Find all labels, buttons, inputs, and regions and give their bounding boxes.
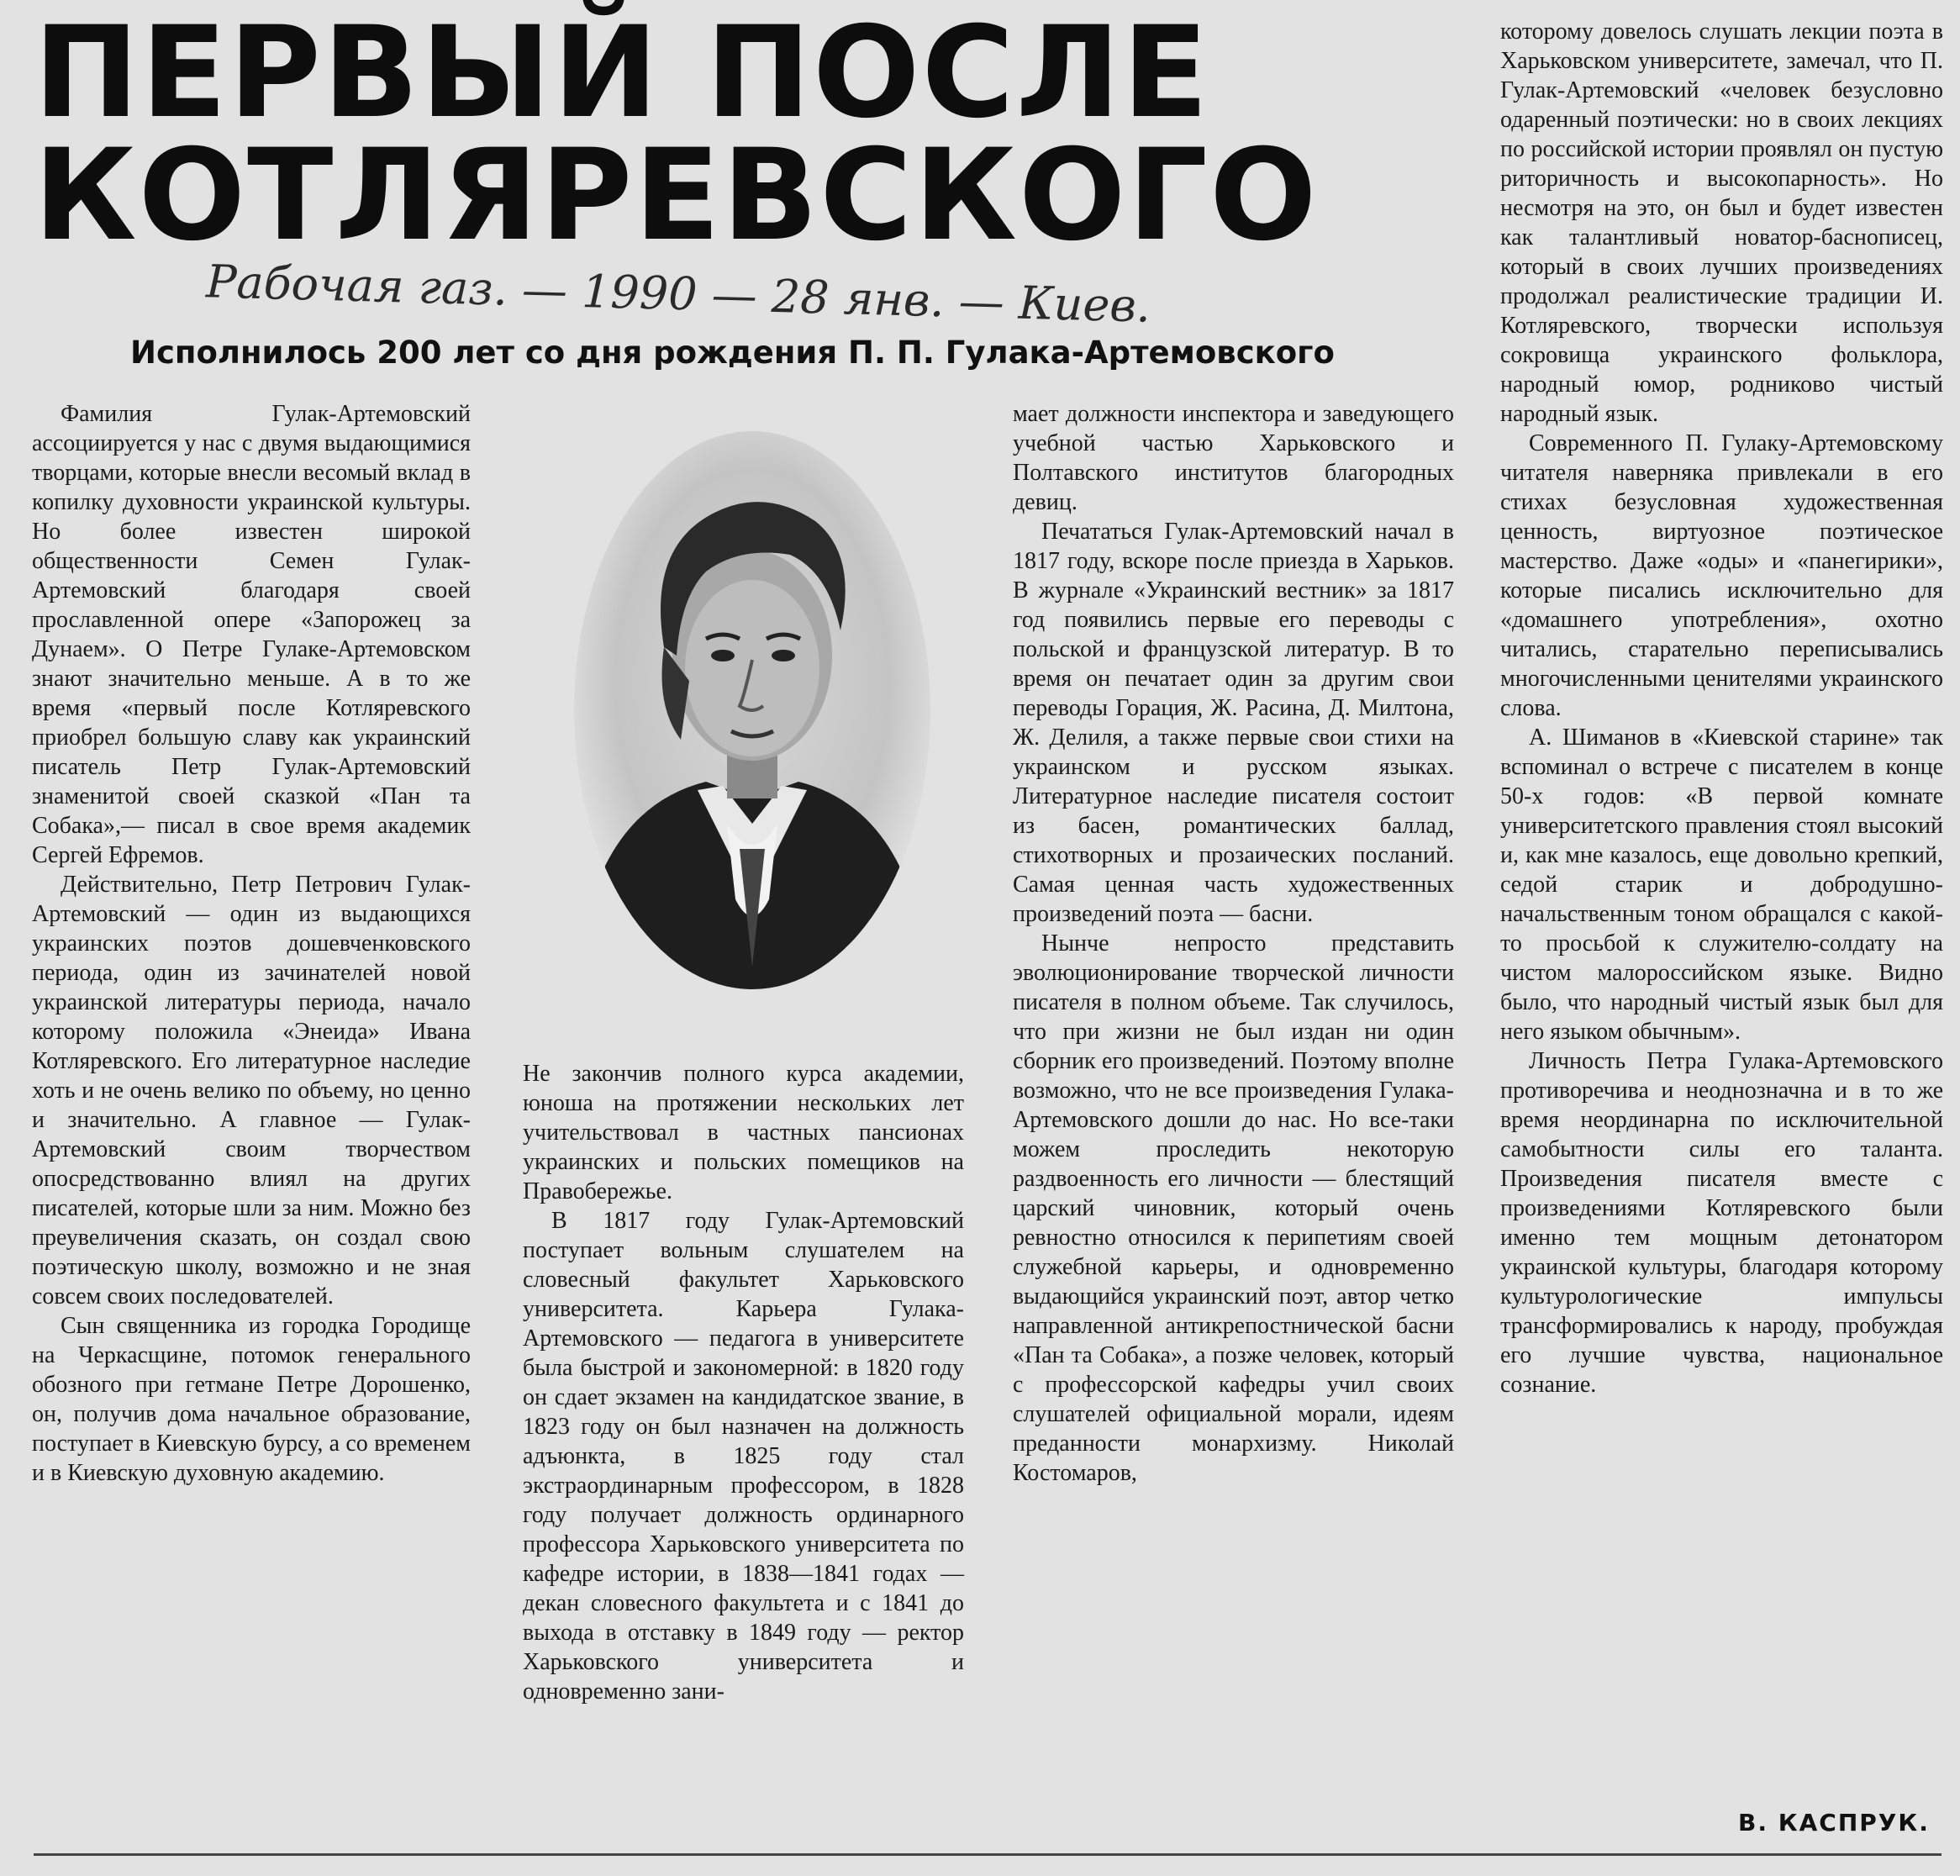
headline-line-2: КОТЛЯРЕВСКОГО (34, 123, 1319, 269)
paragraph: Действительно, Петр Петрович Гулак-Артемовский — один из выдающихся украинских поэтов дошевченковского периода, один из зачинателей новой украинской литературы периода, начало которому положила «Энеида» Ивана Котляревского. Его литературное наследие хоть и не очень велико по объему, но ценно и значительно. А главное — Гулак-Артемовский своим творчеством опосредствованно влиял на других писателей, которые шли за ним. Можно без преувеличения сказать, он создал свою поэтическую школу, возможно и не зная совсем своих последователей. (32, 872, 471, 1310)
paragraph: Личность Петра Гулака-Артемовского противоречива и неоднозначна и в то же время неординарна по исключительной самобытности силы его таланта. Произведения писателя вместе с произведениями Котляревского были именно тем мощным детонатором украинской культуры, благодаря которому культурологические импульсы трансформировались к народу, пробуждая его лучшие чувства, национальное сознание. (1500, 1048, 1943, 1398)
headline (34, 0, 1319, 269)
paragraph: Фамилия Гулак-Артемовский ассоциируется у нас с двумя выдающимися творцами, которые внесли весомый вклад в копилку духовности украинской культуры. Но более известен широкой общественности Семен Гулак-Артемовский благодаря своей прославленной опере «Запорожец за Дунаем». О Петре Гулаке-Артемовском знают значительно меньше. А в то же время «первый после Котляревского приобрел большую славу как украинский писатель Петр Гулак-Артемовский знаменитой своей сказкой «Пан та Собака»,— писал в свое время академик Сергей Ефремов. (32, 401, 471, 868)
paragraph: А. Шиманов в «Киевской старине» так вспоминал о встрече с писателем в конце 50-х годов: «В первой комнате университетского правления стоял высокий и, как мне казалось, еще довольно крепкий, седой старик и добродушно-начальственным тоном обращался с какой-то просьбой к служителю-солдату на чистом малороссийском языке. Видно было, что народный чистый язык был для него языком обычным». (1500, 725, 1943, 1045)
article-column-2 (523, 1059, 964, 1706)
paragraph: В 1817 году Гулак-Артемовский поступает вольным слушателем на словесный факультет Харьковского университета. Карьера Гулака-Артемовского — педагога в университете была быстрой и закономерной: в 1820 году он сдает экзамен на кандидатское звание, в 1823 году он был назначен на должность адъюнкта, в 1825 году стал экстраординарным профессором, в 1828 году получает должность ординарного профессора Харьковского университета по кафедре истории, в 1838—1841 годах — декан словесного факультета и с 1841 до выхода в отставку в 1849 году — ректор Харьковского университета и одновременно зани- (523, 1208, 964, 1705)
bottom-rule (34, 1853, 1942, 1856)
paragraph: Сын священника из городка Городище на Черкасщине, потомок генерального обозного при гетмане Петре Дорошенко, он, получив дома начальное образование, поступает в Киевскую бурсу, а со временем и в Киевскую духовную академию. (32, 1313, 471, 1486)
paragraph: которому довелось слушать лекции поэта в Харьковском университете, замечал, что П. Гулак-Артемовский «человек безусловно одаренный поэтически: но в своих лекциях по российской истории проявлял он пустую риторичность и высокопарность». Но несмотря на это, он был и будет известен как талантливый новатор-баснописец, который в своих лучших произведениях продолжал реалистические традиции И. Котляревского, творчески используя сокровища украинского фольклора, народный юмор, родниково чистый народный язык. (1500, 18, 1943, 427)
paragraph: Печататься Гулак-Артемовский начал в 1817 году, вскоре после приезда в Харьков. В журнале «Украинский вестник» за 1817 год появились первые его переводы с польской и французской литератур. В то время он печатает один за другим свои переводы Горация, Ж. Расина, Д. Милтона, Ж. Делиля, а также первые свои стихи на украинском и русском языках. Литературное наследие писателя состоит из басен, романтических баллад, стихотворных и прозаических посланий. Самая ценная часть художественных произведений поэта — басни. (1013, 519, 1454, 927)
article-column-4 (1500, 17, 1943, 1399)
paragraph: Нынче непросто представить эволюционирование творческой личности писателя в полном объеме. Так случилось, что при жизни не был издан ни один сборник его произведений. Поэтому вполне возможно, что не все произведения Гулака-Артемовского дошли до нас. Но все-таки можем проследить некоторую раздвоенность его личности — блестящий царский чиновник, который очень ревностно относился к перипетиям своей служебной карьеры, и одновременно выдающийся украинский поэт, автор четко направленной антикрепостнической басни «Пан та Собака», а позже человек, который с профессорской кафедры учил своих слушателей официальной морали, идеям преданности монархизму. Николай Костомаров, (1013, 930, 1454, 1486)
portrait-engraving-icon (572, 429, 933, 992)
paragraph: мает должности инспектора и заведующего учебной частью Харьковского и Полтавского институтов благородных девиц. (1013, 401, 1454, 515)
article-column-1 (32, 399, 471, 1488)
paragraph: Современного П. Гулаку-Артемовскому читателя наверняка привлекали в его стихах безусловная художественная ценность, виртуозное поэтическое мастерство. Даже «оды» и «панегирики», которые писались исключительно для «домашнего употребления», охотно читались, старательно переписывались многочисленными ценителями украинского слова. (1500, 430, 1943, 721)
handwritten-source-note: Рабочая газ. — 1990 — 28 янв. — Киев. (205, 255, 1151, 333)
article-column-3 (1013, 399, 1454, 1488)
paragraph: Не закончив полного курса академии, юноша на протяжении нескольких лет учительствовал в частных пансионах украинских и польских помещиков на Правобережье. (523, 1061, 964, 1204)
author-signature: В. КАСПРУК. (1738, 1809, 1930, 1836)
headline-line-1: ПЕРВЫЙ ПОСЛЕ (34, 0, 1210, 146)
subtitle: Исполнилось 200 лет со дня рождения П. П. Гулака-Артемовского (130, 335, 1335, 371)
